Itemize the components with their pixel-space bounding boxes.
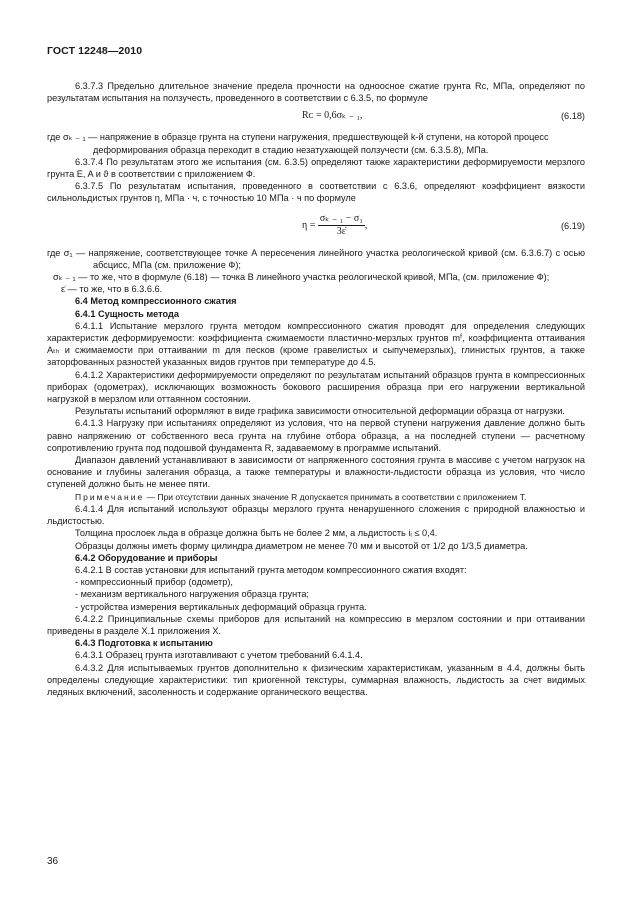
where-6-19-symbol: σₖ ₋ ₁ — bbox=[53, 272, 88, 283]
paragraph-pressure-range: Диапазон давлений устанавливают в зависимости от напряженного состояния грунта в массиве с учетом нагрузок на основание и глубины залегания образца, а также температуры и влажности-льдистости образца из условия, что число ступеней должно быть не менее пяти. bbox=[47, 455, 585, 490]
formula-6-18-number: (6.18) bbox=[560, 111, 585, 122]
page-number: 36 bbox=[47, 856, 59, 867]
where-6-19-text: то же, что в формуле (6.18) — точка B линейного участка реологической кривой, МПа, (см. приложение Ф); bbox=[89, 272, 550, 283]
paragraph-6-4-1-1: 6.4.1.1 Испытание мерзлого грунта методом компрессионного сжатия проводят для определения следующих характеристик деформируемости: коэффициента сжимаемости пластично-мерзлых грунтов mᶠ, коэффициента оттаивания Aₜₕ и сжимаемости при оттаивании m для песков (кроме гравелистых и сыпучемерзлых), глинистых грунтов, а также заторфованных разностей указанных видов грунтов при температуре до 4.5. bbox=[47, 320, 585, 368]
heading-6-4: 6.4 Метод компрессионного сжатия bbox=[75, 296, 237, 307]
formula-6-19-lhs: η = bbox=[302, 219, 316, 231]
note bbox=[47, 491, 585, 503]
paragraph-ice-layers: Толщина прослоек льда в образце должна быть не более 2 мм, а льдистость iᵢ ≤ 0,4. bbox=[75, 528, 438, 539]
paragraph-6-4-2-1: 6.4.2.1 В состав установки для испытаний грунта методом компрессионного сжатия входят: bbox=[75, 564, 467, 575]
paragraph-6-4-1-3: 6.4.1.3 Нагрузку при испытаниях определяют из условия, что на первой ступени нагружения давление должно быть равно напряжению от собственного веса грунта на глубине отбора образца, а на последней ступени — расчетному сопротивлению грунта под подошвой фундамента R, задаваемому в программе испытаний. bbox=[47, 418, 585, 453]
heading-6-4-2: 6.4.2 Оборудование и приборы bbox=[75, 552, 218, 563]
page-body bbox=[47, 80, 585, 698]
formula-6-19 bbox=[47, 211, 585, 241]
where-6-18 bbox=[47, 131, 585, 155]
standard-header: ГОСТ 12248—2010 bbox=[47, 45, 143, 57]
paragraph-6-4-1-2: 6.4.1.2 Характеристики деформируемости определяют по результатам испытаний образцов грунта в компрессионных приборах (одометрах), исключающих возможность бокового расширения образца при его нагружении вертикальной нагрузкой в мерзлом или оттаянном состоянии. bbox=[47, 369, 585, 405]
where-6-18-text: напряжение в образце грунта на ступени нагружения, предшествующей k-й ступени, на которой процесс деформирования образца переходит в стадию незатухающей ползучести (см. 6.3.5.8), МПа. bbox=[93, 132, 549, 155]
where-6-19-item bbox=[47, 271, 585, 283]
paragraph-results: Результаты испытаний оформляют в виде графика зависимости относительной деформации образца от нагрузки. bbox=[75, 406, 565, 417]
where-6-19-item bbox=[47, 247, 585, 271]
formula-6-18 bbox=[47, 108, 585, 124]
heading-6-4-3: 6.4.3 Подготовка к испытанию bbox=[75, 638, 213, 649]
paragraph-6-4-1-4: 6.4.1.4 Для испытаний используют образцы мерзлого грунта ненарушенного сложения с природной влажностью и льдистостью. bbox=[47, 503, 585, 527]
list-item: - механизм вертикального нагружения образца грунта; bbox=[75, 589, 309, 600]
list-item: - компрессионный прибор (одометр), bbox=[75, 577, 233, 588]
where-6-18-entry bbox=[47, 131, 585, 155]
heading-6-4-1: 6.4.1 Сущность метода bbox=[75, 308, 179, 319]
paragraph-6-3-7-5: 6.3.7.5 По результатам испытания, проведенного в соответствии с 6.3.6, определяют коэффициент вязкости сильнольдистых грунтов η, МПа · ч, с точностью 10 МПа · ч по формуле bbox=[47, 181, 585, 204]
where-6-19 bbox=[47, 247, 585, 296]
where-6-19-text: то же, что в 6.3.6.6. bbox=[79, 284, 163, 295]
paragraph-sample-shape: Образцы должны иметь форму цилиндра диаметром не менее 70 мм и высотой от 1/2 до 1/3,5 диаметра. bbox=[75, 540, 528, 551]
paragraph-6-3-7-4: 6.3.7.4 По результатам этого же испытания (см. 6.3.5) определяют также характеристики деформируемости мерзлого грунта E, A и ϑ в соответствии с приложением Ф. bbox=[47, 156, 585, 180]
where-6-19-item bbox=[47, 283, 585, 295]
formula-6-19-expression bbox=[302, 213, 367, 238]
note-text: — При отсутствии данных значение R допускается принимать в соответствии с приложением Т. bbox=[144, 491, 527, 502]
formula-6-18-expression: Rᴄ = 0,6σₖ ₋ ₁, bbox=[302, 110, 363, 122]
paragraph-6-4-3-2: 6.4.3.2 Для испытываемых грунтов дополнительно к физическим характеристикам, указанным в 4.4, должны быть определены следующие характеристики: тип криогенной текстуры, суммарная влажность, льдистость за счет видимых ледяных включений, засоленность и содержание органического вещества. bbox=[47, 662, 585, 697]
paragraph-6-3-7-3: 6.3.7.3 Предельно длительное значение предела прочности на одноосное сжатие грунта Rᴄ, МПа, определяют по результатам испытания на ползучесть, проведенного в соответствии с 6.3.5, по формуле bbox=[47, 81, 585, 104]
formula-6-19-denominator: 3ε̇ bbox=[336, 225, 346, 237]
where-6-19-symbol: ε̇ — bbox=[61, 284, 77, 295]
paragraph-6-4-2-2: 6.4.2.2 Принципиальные схемы приборов для испытаний на компрессию в мерзлом состоянии и при оттаивании приведены в разделе Х.1 приложения Х. bbox=[47, 613, 585, 636]
formula-6-19-fraction bbox=[318, 213, 365, 238]
paragraph-6-4-3-1: 6.4.3.1 Образец грунта изготавливают с учетом требований 6.4.1.4. bbox=[75, 650, 363, 661]
note-label: Примечание bbox=[75, 491, 145, 502]
where-6-18-symbol: где σₖ ₋ ₁ — bbox=[47, 132, 98, 143]
where-6-19-symbol: где σ₁ — bbox=[47, 247, 86, 258]
formula-6-19-numerator: σₖ ₋ ₁ − σ₁ bbox=[318, 213, 365, 226]
list-item: - устройства измерения вертикальных деформаций образца грунта. bbox=[75, 601, 367, 612]
formula-6-19-number: (6.19) bbox=[560, 220, 585, 231]
where-6-19-text: напряжение, соответствующее точке A пересечения линейного участка реологической кривой (см. 6.3.6.7) с осью абсцисс, МПа (см. приложение Ф); bbox=[88, 247, 585, 270]
formula-6-19-tail: , bbox=[364, 219, 368, 231]
